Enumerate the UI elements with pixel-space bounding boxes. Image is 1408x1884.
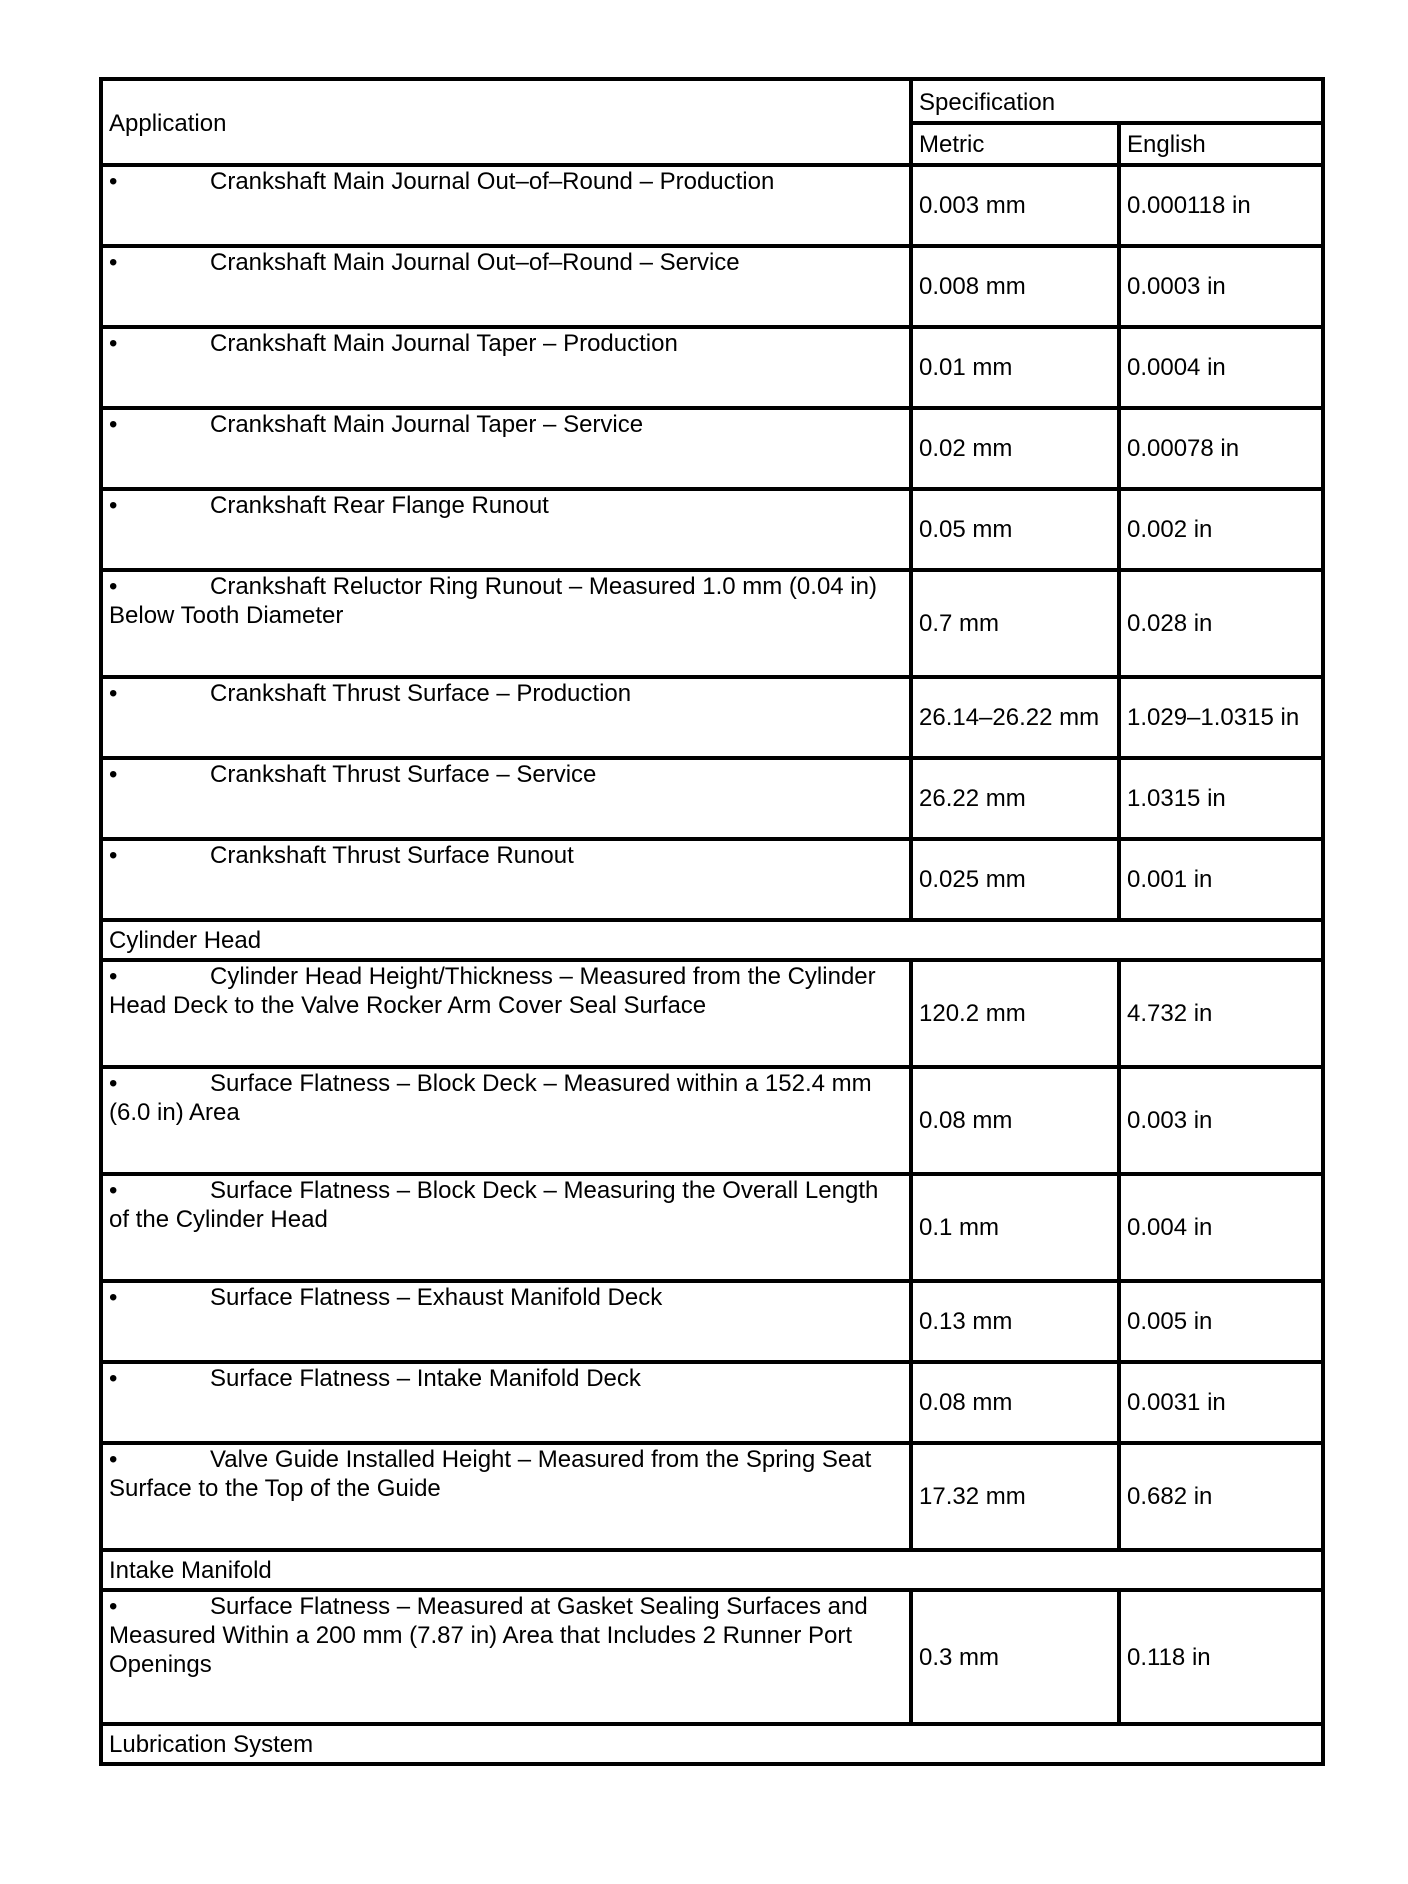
application-text: Crankshaft Thrust Surface – Production	[210, 680, 632, 707]
section-heading: Lubrication System	[101, 1724, 1323, 1764]
application-text: Surface Flatness – Block Deck – Measured within a 152.4 mm (6.0 in) Area	[109, 1070, 872, 1126]
english-cell: 0.0003 in	[1119, 246, 1323, 327]
bullet: •	[109, 963, 118, 990]
application-header: Application	[101, 79, 911, 165]
english-cell: 0.0004 in	[1119, 327, 1323, 408]
bullet: •	[109, 573, 118, 600]
bullet: •	[109, 1070, 118, 1097]
bullet: •	[109, 249, 118, 276]
english-cell: 0.0031 in	[1119, 1362, 1323, 1443]
application-cell	[101, 839, 911, 920]
application-text: Surface Flatness – Intake Manifold Deck	[210, 1365, 641, 1392]
section-row	[101, 1724, 1323, 1764]
table-row	[101, 960, 1323, 1067]
section-row	[101, 920, 1323, 960]
metric-cell: 0.13 mm	[911, 1281, 1119, 1362]
table-row	[101, 1443, 1323, 1550]
section-row	[101, 1550, 1323, 1590]
english-cell: 0.000118 in	[1119, 165, 1323, 246]
application-cell	[101, 1281, 911, 1362]
bullet: •	[109, 1177, 118, 1204]
metric-cell: 0.08 mm	[911, 1067, 1119, 1174]
metric-header: Metric	[911, 123, 1119, 165]
metric-cell: 0.01 mm	[911, 327, 1119, 408]
english-cell: 1.029–1.0315 in	[1119, 677, 1323, 758]
english-cell: 1.0315 in	[1119, 758, 1323, 839]
table-row	[101, 408, 1323, 489]
table-row	[101, 489, 1323, 570]
application-cell	[101, 327, 911, 408]
bullet: •	[109, 330, 118, 357]
metric-cell: 0.1 mm	[911, 1174, 1119, 1281]
metric-cell: 0.003 mm	[911, 165, 1119, 246]
english-cell: 0.001 in	[1119, 839, 1323, 920]
section-heading: Cylinder Head	[101, 920, 1323, 960]
section-heading: Intake Manifold	[101, 1550, 1323, 1590]
application-text: Valve Guide Installed Height – Measured from the Spring Seat Surface to the Top of the Guide	[109, 1446, 872, 1502]
application-text: Crankshaft Reluctor Ring Runout – Measured 1.0 mm (0.04 in) Below Tooth Diameter	[109, 573, 877, 629]
application-cell	[101, 1174, 911, 1281]
application-cell	[101, 758, 911, 839]
table-row	[101, 570, 1323, 677]
bullet: •	[109, 492, 118, 519]
bullet: •	[109, 1365, 118, 1392]
english-header: English	[1119, 123, 1323, 165]
application-cell	[101, 960, 911, 1067]
metric-cell: 0.025 mm	[911, 839, 1119, 920]
bullet: •	[109, 680, 118, 707]
english-cell: 4.732 in	[1119, 960, 1323, 1067]
application-text: Crankshaft Main Journal Out–of–Round – Production	[210, 168, 775, 195]
application-cell	[101, 1067, 911, 1174]
application-text: Crankshaft Main Journal Out–of–Round – Service	[210, 249, 740, 276]
table-row	[101, 677, 1323, 758]
specification-table	[99, 77, 1325, 1766]
english-cell: 0.004 in	[1119, 1174, 1323, 1281]
table-row	[101, 1362, 1323, 1443]
application-text: Crankshaft Main Journal Taper – Production	[210, 330, 678, 357]
table-row	[101, 165, 1323, 246]
bullet: •	[109, 411, 118, 438]
table-row	[101, 327, 1323, 408]
metric-cell: 26.14–26.22 mm	[911, 677, 1119, 758]
bullet: •	[109, 168, 118, 195]
table-row	[101, 1174, 1323, 1281]
application-text: Crankshaft Rear Flange Runout	[210, 492, 549, 519]
metric-cell: 0.7 mm	[911, 570, 1119, 677]
application-cell	[101, 677, 911, 758]
application-cell	[101, 1590, 911, 1724]
metric-cell: 26.22 mm	[911, 758, 1119, 839]
application-cell	[101, 408, 911, 489]
specification-header: Specification	[911, 79, 1323, 123]
metric-cell: 0.05 mm	[911, 489, 1119, 570]
application-text: Crankshaft Thrust Surface – Service	[210, 761, 597, 788]
english-cell: 0.118 in	[1119, 1590, 1323, 1724]
bullet: •	[109, 1446, 118, 1473]
application-text: Surface Flatness – Exhaust Manifold Deck	[210, 1284, 663, 1311]
english-cell: 0.003 in	[1119, 1067, 1323, 1174]
metric-cell: 0.008 mm	[911, 246, 1119, 327]
application-cell	[101, 1443, 911, 1550]
application-text: Crankshaft Main Journal Taper – Service	[210, 411, 644, 438]
application-text: Cylinder Head Height/Thickness – Measured from the Cylinder Head Deck to the Valve Rocker Arm Cover Seal Surface	[109, 963, 876, 1019]
application-cell	[101, 570, 911, 677]
metric-cell: 0.08 mm	[911, 1362, 1119, 1443]
metric-cell: 17.32 mm	[911, 1443, 1119, 1550]
application-text: Surface Flatness – Measured at Gasket Sealing Surfaces and Measured Within a 200 mm (7.87 in) Area that Includes 2 Runner Port Openings	[109, 1593, 868, 1678]
header-row	[101, 79, 1323, 123]
application-cell	[101, 165, 911, 246]
english-cell: 0.028 in	[1119, 570, 1323, 677]
table-row	[101, 1067, 1323, 1174]
application-text: Crankshaft Thrust Surface Runout	[210, 842, 574, 869]
english-cell: 0.002 in	[1119, 489, 1323, 570]
metric-cell: 120.2 mm	[911, 960, 1119, 1067]
application-cell	[101, 1362, 911, 1443]
table-row	[101, 758, 1323, 839]
table-row	[101, 1281, 1323, 1362]
table-row	[101, 839, 1323, 920]
metric-cell: 0.02 mm	[911, 408, 1119, 489]
bullet: •	[109, 1284, 118, 1311]
bullet: •	[109, 842, 118, 869]
application-cell	[101, 246, 911, 327]
bullet: •	[109, 761, 118, 788]
english-cell: 0.005 in	[1119, 1281, 1323, 1362]
table-row	[101, 246, 1323, 327]
metric-cell: 0.3 mm	[911, 1590, 1119, 1724]
english-cell: 0.682 in	[1119, 1443, 1323, 1550]
english-cell: 0.00078 in	[1119, 408, 1323, 489]
application-text: Surface Flatness – Block Deck – Measuring the Overall Length of the Cylinder Head	[109, 1177, 879, 1233]
table-row	[101, 1590, 1323, 1724]
application-cell	[101, 489, 911, 570]
bullet: •	[109, 1593, 118, 1620]
